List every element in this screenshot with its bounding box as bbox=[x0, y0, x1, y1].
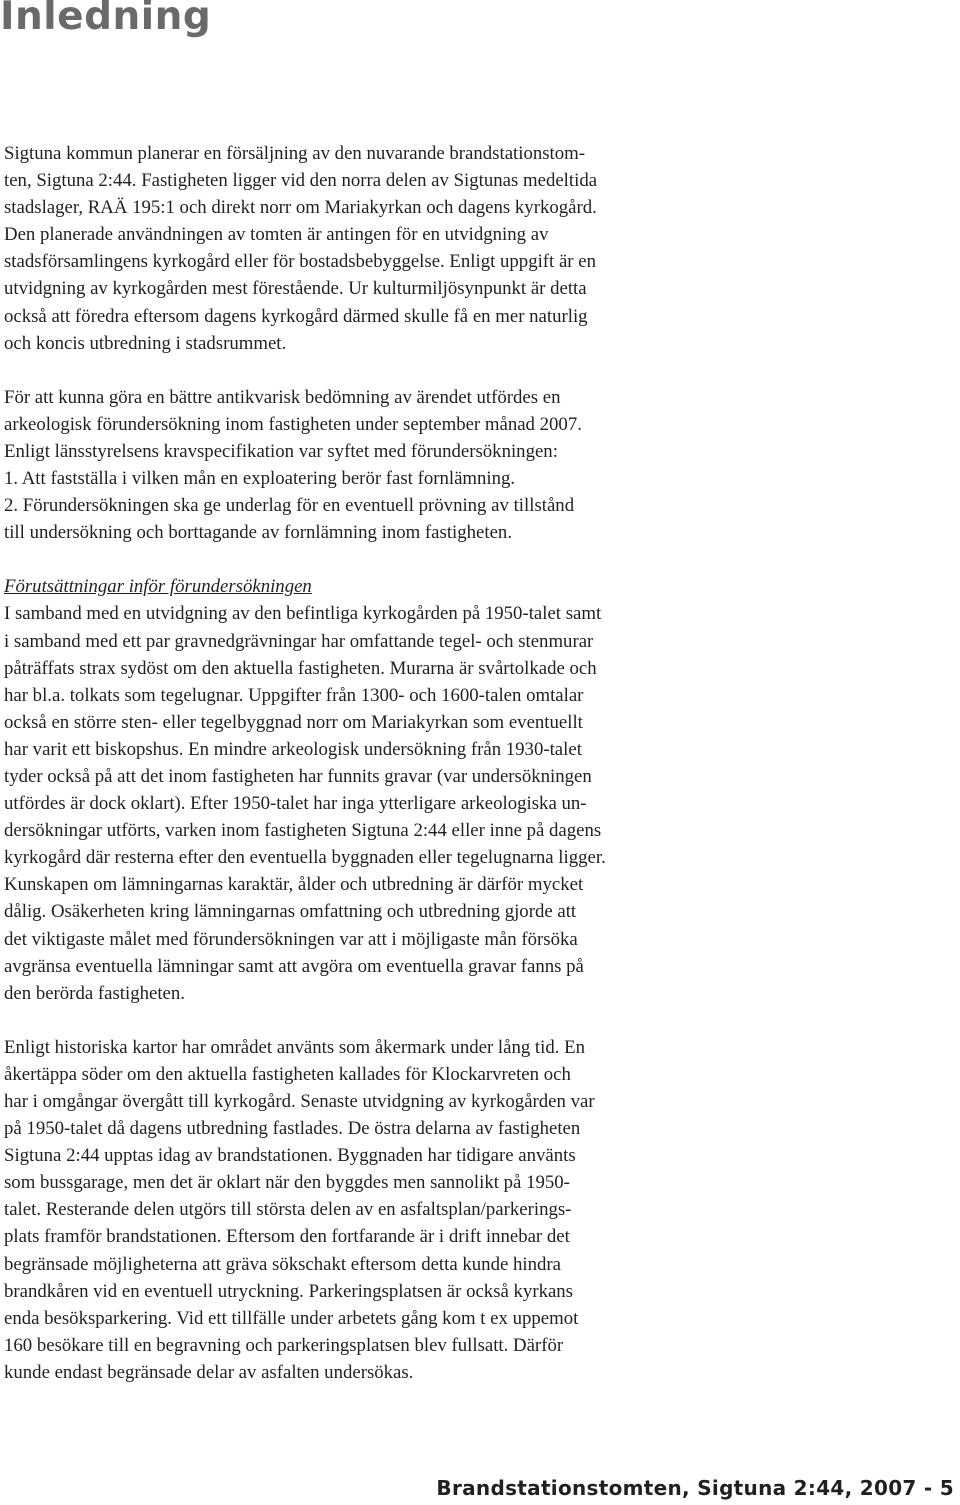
text-line: Den planerade användningen av tomten är antingen för en utvidgning av bbox=[4, 224, 549, 246]
section-subheading: Förutsättningar inför förundersökningen bbox=[4, 576, 312, 598]
text-line: stadslager, RAÄ 195:1 och direkt norr om Mariakyrkan och dagens kyrkogård. bbox=[4, 197, 597, 219]
page-title: Inledning bbox=[0, 0, 212, 39]
text-line: Kunskapen om lämningarnas karaktär, ålder och utbredning är därför mycket bbox=[4, 874, 584, 896]
paragraph bbox=[4, 573, 668, 1007]
text-line: För att kunna göra en bättre antikvarisk bedömning av ärendet utfördes en bbox=[4, 386, 561, 408]
text-line: 160 besökare till en begravning och parkeringsplatsen blev fullsatt. Därför bbox=[4, 1334, 564, 1356]
text-line: utvidgning av kyrkogården mest förestående. Ur kulturmiljösynpunkt är detta bbox=[4, 278, 587, 300]
text-line: Enligt länsstyrelsens kravspecifikation var syftet med förundersökningen: bbox=[4, 440, 558, 462]
paragraph bbox=[4, 140, 668, 357]
text-line: Enligt historiska kartor har området använts som åkermark under lång tid. En bbox=[4, 1036, 586, 1058]
text-line: Sigtuna 2:44 upptas idag av brandstationen. Byggnaden har tidigare använts bbox=[4, 1145, 576, 1167]
body-text bbox=[4, 140, 668, 1413]
text-line: plats framför brandstationen. Eftersom den fortfarande är i drift innebar det bbox=[4, 1226, 570, 1248]
text-line: har bl.a. tolkats som tegelugnar. Uppgifter från 1300- och 1600-talen omtalar bbox=[4, 684, 584, 706]
text-line: tyder också på att det inom fastigheten har funnits gravar (var undersökningen bbox=[4, 765, 592, 787]
text-line: till undersökning och borttagande av fornlämning inom fastigheten. bbox=[4, 522, 513, 544]
text-line: dersökningar utförts, varken inom fastigheten Sigtuna 2:44 eller inne på dagens bbox=[4, 820, 602, 842]
text-line: I samband med en utvidgning av den befintliga kyrkogården på 1950-talet samt bbox=[4, 603, 602, 625]
paragraph bbox=[4, 1034, 668, 1386]
text-line: kyrkogård där resterna efter den eventuella byggnaden eller tegelugnarna ligger. bbox=[4, 847, 606, 869]
text-line: 1. Att fastställa i vilken mån en exploatering berör fast fornlämning. bbox=[4, 468, 516, 490]
text-line: enda besöksparkering. Vid ett tillfälle under arbetets gång kom t ex uppemot bbox=[4, 1307, 579, 1329]
text-line: kunde endast begränsade delar av asfalten undersökas. bbox=[4, 1361, 414, 1383]
text-line: ten, Sigtuna 2:44. Fastigheten ligger vid den norra delen av Sigtunas medeltida bbox=[4, 170, 598, 192]
text-line: 2. Förundersökningen ska ge underlag för en eventuell prövning av tillstånd bbox=[4, 495, 575, 517]
text-line: talet. Resterande delen utgörs till största delen av en asfaltsplan/parkerings- bbox=[4, 1199, 572, 1221]
text-line: stadsförsamlingens kyrkogård eller för bostadsbebyggelse. Enligt uppgift är en bbox=[4, 251, 596, 273]
text-line: har varit ett biskopshus. En mindre arkeologisk undersökning från 1930-talet bbox=[4, 738, 582, 760]
text-line: också en större sten- eller tegelbyggnad norr om Mariakyrkan som eventuellt bbox=[4, 711, 583, 733]
text-line: begränsade möjligheterna att gräva sökschakt eftersom detta kunde hindra bbox=[4, 1253, 561, 1275]
text-line: det viktigaste målet med förundersökningen var att i möjligaste mån försöka bbox=[4, 928, 578, 950]
text-line: den berörda fastigheten. bbox=[4, 982, 185, 1004]
text-line: utfördes är dock oklart). Efter 1950-talet har inga ytterligare arkeologiska un- bbox=[4, 793, 587, 815]
text-line: och koncis utbredning i stadsrummet. bbox=[4, 332, 287, 354]
paragraph bbox=[4, 384, 668, 547]
text-line: i samband med ett par gravnedgrävningar har omfattande tegel- och stenmurar bbox=[4, 630, 594, 652]
text-line: har i omgångar övergått till kyrkogård. Senaste utvidgning av kyrkogården var bbox=[4, 1091, 595, 1112]
text-line: också att föredra eftersom dagens kyrkogård därmed skulle få en mer naturlig bbox=[4, 305, 588, 327]
text-line: Sigtuna kommun planerar en försäljning av den nuvarande brandstationstom- bbox=[4, 143, 586, 164]
text-line: brandkåren vid en eventuell utryckning. Parkeringsplatsen är också kyrkans bbox=[4, 1280, 573, 1302]
page-footer: Brandstationstomten, Sigtuna 2:44, 2007 - 5 bbox=[436, 1476, 954, 1500]
text-line: som bussgarage, men det är oklart när den byggdes men sannolikt på 1950- bbox=[4, 1172, 570, 1194]
text-line: åkertäppa söder om den aktuella fastigheten kallades för Klockarvreten och bbox=[4, 1063, 571, 1085]
text-line: avgränsa eventuella lämningar samt att avgöra om eventuella gravar fanns på bbox=[4, 955, 584, 977]
text-line: påträffats strax sydöst om den aktuella fastigheten. Murarna är svårtolkade och bbox=[4, 657, 597, 679]
text-line: dålig. Osäkerheten kring lämningarnas omfattning och utbredning gjorde att bbox=[4, 901, 577, 923]
text-line: på 1950-talet då dagens utbredning fastlades. De östra delarna av fastigheten bbox=[4, 1118, 581, 1140]
text-line: arkeologisk förundersökning inom fastigheten under september månad 2007. bbox=[4, 413, 582, 435]
